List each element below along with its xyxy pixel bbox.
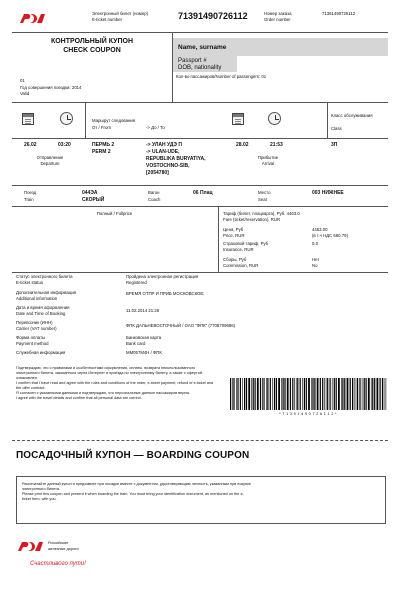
valid-year-label: Год совершения поездки: 2014 (20, 85, 82, 90)
barcode-bar (248, 378, 250, 410)
barcode-bar (242, 378, 243, 410)
barcode-bar (232, 378, 233, 410)
barcode-bar (270, 378, 271, 410)
terms-text (16, 366, 216, 400)
coach-value: 06 Плац (193, 190, 213, 196)
rzd-logo (18, 12, 46, 25)
insurance-label-ru: Страховой тариф, Руб (223, 241, 269, 246)
additional-value: ВРЕМЯ ОТПР И ПРИБ МОСКОВСКОЕ; (126, 291, 205, 296)
to-station-en-1: -> ULAN-UDE, (146, 149, 180, 155)
barcode-bar (317, 378, 319, 410)
barcode-bar (386, 378, 387, 410)
barcode-bar (380, 378, 381, 410)
barcode-bar (372, 378, 373, 410)
barcode-bar (359, 378, 360, 410)
route-from-label: От / From (92, 125, 111, 130)
barcode-bar (244, 378, 245, 410)
commission-label-ru: Сборы, Руб (223, 257, 247, 262)
route-label-ru: Маршрут следования (92, 118, 136, 123)
status-value-en: Registered (126, 280, 147, 285)
barcode-bar (260, 378, 261, 410)
barcode-bar (347, 378, 349, 410)
barcode-bar (290, 378, 291, 410)
barcode-bar (308, 378, 310, 410)
barcode-bar (257, 378, 259, 410)
barcode-bar (354, 378, 355, 410)
arrival-label-en: Arrival (261, 161, 275, 166)
train-name: СКОРЫЙ (82, 197, 105, 203)
coach-label-en: Coach (148, 197, 161, 202)
price-value: 4463.00 (312, 227, 328, 232)
payment-label-en: Payment method (16, 341, 49, 346)
barcode-bar (294, 378, 295, 410)
train-label-en: Train (24, 197, 34, 202)
barcode-bar (362, 378, 363, 410)
from-station-ru: ПЕРМЬ 2 (92, 142, 115, 148)
departure-time: 03:20 (58, 142, 71, 148)
additional-label-ru: Дополнительная информация (16, 290, 77, 295)
barcode-bar (276, 378, 277, 410)
barcode-bar (284, 378, 285, 410)
barcode-bar (267, 378, 268, 410)
barcode-bar (274, 378, 275, 410)
barcode-bar (338, 378, 340, 410)
train-number: 044ЭА (82, 190, 98, 196)
valid-label-en: Valid (20, 91, 30, 96)
commission-value-en: No (312, 263, 318, 268)
booking-date-label-ru: Дата и время оформления (16, 305, 70, 310)
barcode-bar (341, 378, 342, 410)
barcode-bar (255, 378, 256, 410)
barcode-bar (292, 378, 293, 410)
barcode-bar (251, 378, 252, 410)
barcode-bar (366, 378, 367, 410)
barcode-bar (364, 378, 365, 410)
barcode-bar (330, 378, 331, 410)
barcode-bar (230, 378, 231, 410)
barcode-bar (297, 378, 298, 410)
barcode-bar (342, 378, 343, 410)
booking-date-value: 11.02.2014 21:26 (126, 308, 160, 313)
arrival-label-ru: Прибытие (257, 155, 279, 160)
payment-label-ru: Форма оплаты (16, 335, 46, 340)
barcode-bar (327, 378, 328, 410)
seat-label-en: Seat (258, 197, 267, 202)
barcode-bar (311, 378, 312, 410)
check-coupon-title-ru: КОНТРОЛЬНЫЙ КУПОН (50, 38, 134, 45)
carrier-label-ru: Перевозчик (ИНН) (16, 320, 53, 325)
barcode-bar (306, 378, 307, 410)
barcode-text: * 7 1 3 9 1 4 9 0 7 2 6 1 1 2 * (279, 412, 337, 416)
class-value: 3П (331, 142, 338, 148)
terms-p1: Подтверждаю, что с правилами и особенностями оформления, оплаты, возврата неиспользованного электронного билета, заказанного через Интернет и проезда по электронному билету, а также с офертой, ознакомлен. (16, 366, 204, 380)
barcode-bar (264, 378, 265, 410)
class-label-en: Class (331, 126, 342, 131)
logo-text-line1: Российские (48, 541, 69, 545)
order-label-en: Order number (264, 17, 291, 22)
boarding-note-en: Please print this coupon and present it when boarding the train. You must bring your identification document, as mentioned on the e-ticket form, with you. (22, 491, 244, 501)
service-info-label: Служебная информация (16, 350, 66, 355)
barcode-bar (272, 378, 273, 410)
barcode-bar (253, 378, 254, 410)
coach-label-ru: Вагон (148, 190, 160, 195)
barcode-bar (246, 378, 247, 410)
barcode-bar (332, 378, 333, 410)
from-station-en: PERM 2 (92, 149, 111, 155)
barcode-bar (350, 378, 351, 410)
clock-icon (268, 112, 281, 125)
to-station-en-2: REPUBLIKA BURYATIYA, (146, 156, 206, 162)
barcode-bar (302, 378, 303, 410)
status-value-ru: Пройдена электронная регистрация (126, 274, 199, 279)
seat-label-ru: Место (258, 190, 271, 195)
terms-p2: I confirm that I have read and agree with the rules and conditions of the order, e-ticket payment, refund of e-ticket and the offer contract. (16, 380, 214, 390)
barcode-bar (314, 378, 315, 410)
barcode-bar (326, 378, 327, 410)
to-station-en-3: VOSTOCHNO-SIB, (146, 163, 190, 169)
tariff-label-ru: Тариф (билет, плацкарта), Руб. 4463.0 (223, 211, 300, 216)
order-number: 71361490726112 (322, 11, 356, 16)
eticket-number: 71391490726112 (178, 11, 248, 21)
barcode-bar (356, 378, 357, 410)
barcode-bar (371, 378, 372, 410)
passengers-count: Кол-во пассажиров/Number of passengers: 01 (176, 74, 267, 79)
train-label-ru: Поезд (24, 190, 37, 195)
calendar-icon (232, 113, 244, 125)
coupon-count: 01 (20, 78, 25, 83)
barcode-bar (234, 378, 235, 410)
barcode-bar (334, 378, 335, 410)
barcode-bar (368, 378, 370, 410)
barcode-bar (281, 378, 282, 410)
payment-value-en: Bank card (126, 341, 146, 346)
barcode-bar (278, 378, 280, 410)
check-coupon-title-en: CHECK COUPON (63, 47, 121, 54)
barcode-bar (304, 378, 305, 410)
status-label-en: E-ticket status (16, 280, 43, 285)
arrival-time: 21:53 (270, 142, 283, 148)
passenger-name: Name, surname (178, 44, 227, 51)
barcode-bar (324, 378, 325, 410)
insurance-value: 0.0 (312, 241, 318, 246)
route-to-label: -> До / To (146, 125, 165, 130)
departure-label-en: Departure (40, 161, 60, 166)
barcode-bar (283, 378, 284, 410)
seat-value: 003 НИЖНЕЕ (312, 190, 344, 196)
barcode-bar (344, 378, 345, 410)
terms-p3: Я согласен с указанными данными и подтверждаю, что персональные данные пассажиров верны. (16, 390, 191, 395)
arrival-date: 28.02 (236, 142, 249, 148)
slogan: Счастливого пути! (30, 561, 86, 567)
barcode-bar (266, 378, 267, 410)
barcode-bar (374, 378, 375, 410)
barcode (228, 378, 388, 410)
barcode-bar (237, 378, 238, 410)
barcode-bar (352, 378, 353, 410)
departure-date: 26.02 (24, 142, 37, 148)
barcode-bar (236, 378, 237, 410)
service-info-value: ММ057М4Н / ФПК (126, 350, 162, 355)
barcode-bar (287, 378, 289, 410)
barcode-bar (312, 378, 313, 410)
barcode-bar (382, 378, 383, 410)
payment-value-ru: Банковская карта (126, 335, 162, 340)
barcode-bar (384, 378, 385, 410)
barcode-bar (336, 378, 337, 410)
eticket-label-ru: Электронный билет (номер) (92, 11, 149, 16)
carrier-value: ФПК ДАЛЬНЕВОСТОЧНЫЙ / ОАО "ФПК" (7708709686) (126, 323, 236, 328)
class-label-ru: Класс обслуживания (331, 113, 373, 118)
commission-value-ru: Нет (312, 257, 320, 262)
eticket-label-en: E-ticket number (92, 17, 123, 22)
tariff-label-en: Fare (ticket/reservation), RUR (223, 217, 281, 222)
barcode-bar (320, 378, 321, 410)
commission-label-en: Commission, RUR (223, 263, 259, 268)
passenger-dob: DOB, nationality (178, 65, 222, 71)
passport-number: Passport # (178, 58, 207, 64)
barcode-bar (357, 378, 358, 410)
order-label-ru: Номер заказа (264, 11, 292, 16)
boarding-note-ru: Распечатайте данный купон и предъявите при посадке вместе с документом, удостоверяющим личность, указанным при покупке электронного билета. (22, 482, 251, 491)
clock-icon (60, 112, 73, 125)
price-label-en: Price, RUR (223, 233, 245, 238)
price-vat: (в т.ч НДС 680.79) (312, 233, 348, 238)
price-label-ru: Цена, Руб (223, 227, 244, 232)
additional-label-en: Additional information (16, 296, 58, 301)
barcode-bar (240, 378, 241, 410)
boarding-note (22, 482, 252, 502)
calendar-icon (22, 113, 34, 125)
logo-text-line2: железные дороги (48, 547, 79, 551)
barcode-bar (377, 378, 379, 410)
boarding-coupon-title: ПОСАДОЧНЫЙ КУПОН — BOARDING COUPON (16, 450, 250, 461)
to-station-ru: -> УЛАН УДЭ П (146, 142, 182, 148)
barcode-bar (322, 378, 323, 410)
barcode-bar (296, 378, 297, 410)
to-station-code: [2054780] (146, 170, 169, 176)
carrier-label-en: Carrier (VAT number) (16, 326, 57, 331)
rzd-logo (16, 540, 44, 553)
status-label-ru: Статус электронного билета (16, 274, 73, 279)
fullprice-label: Полный / Fullprice (96, 211, 133, 216)
insurance-label-en: Insurance, RUR (223, 247, 254, 252)
barcode-bar (300, 378, 301, 410)
departure-label-ru: Отправление (36, 155, 64, 160)
booking-date-label-en: Date and Time of Booking (16, 311, 66, 316)
barcode-bar (262, 378, 263, 410)
terms-p4: I agree with the travel details and confirm that all personal data are correct. (16, 395, 142, 400)
